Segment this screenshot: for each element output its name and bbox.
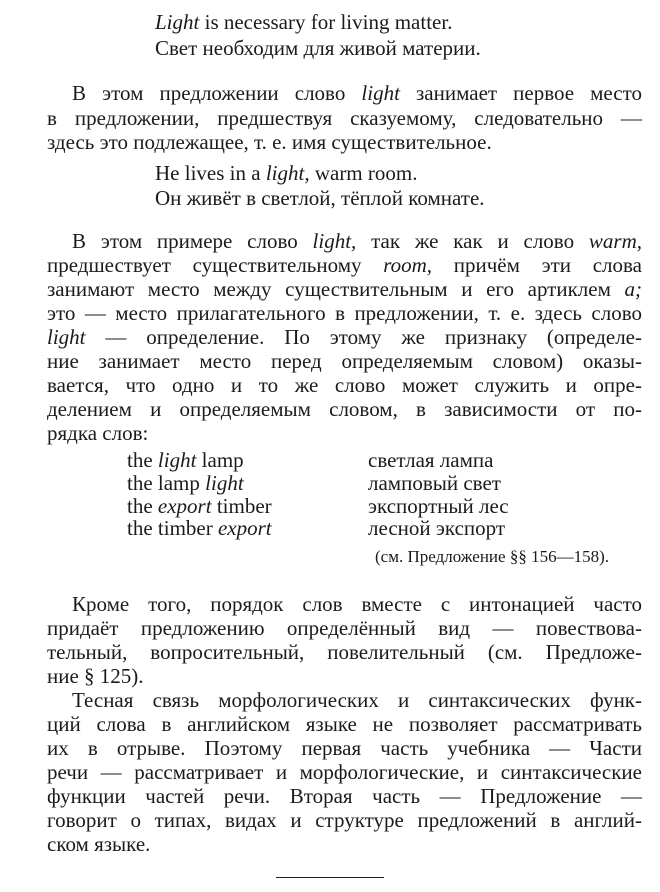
para2-line8: делением и определяемым словом, в зависимости от по- [47,397,642,421]
para1-line3: здесь это подлежащее, т. е. имя существительное. [47,130,492,154]
keyword-light: light [361,81,400,105]
para4-line6: говорит о типах, видах и структуре предложений в англий- [47,808,642,832]
example-row-ru: светлая лампа [368,448,494,472]
end-divider [276,877,384,878]
para2-line9: рядка слов: [47,421,149,445]
para2-line2: предшествует существительному room, причём эти слова [47,253,642,277]
example-row-en: the timber export [127,516,272,540]
para2-line5: light — определение. По этому же признаку (определе- [47,325,642,349]
para2-line1: В этом примере слово light, так же как и слово warm, [72,229,642,253]
example2-english: He lives in a light, warm room. [155,161,418,185]
para2-line6: ние занимает место перед определяемым словом) оказы- [47,349,642,373]
para3-line2: придаёт предложению определённый вид — повествова- [47,616,642,640]
para4-line7: ском языке. [47,832,151,856]
para3-line1: Кроме того, порядок слов вместе с интонацией часто [72,592,642,616]
example-row-en: the lamp light [127,471,244,495]
para4-line2: ций слова в английском языке не позволяет рассматривать [47,712,642,736]
example1-keyword: Light [155,10,200,34]
para2-line4: это — место прилагательного в предложении, т. е. здесь слово [47,301,642,325]
example2-russian: Он живёт в светлой, тёплой комнате. [155,186,485,210]
para2-line3: занимают место между существительным и его артиклем a; [47,277,642,301]
para4-line3: их в отрыве. Поэтому первая часть учебника — Части [47,736,642,760]
para1-line1: В этом предложении слово light занимает первое место [72,81,642,105]
example2-keyword: light, [265,161,310,185]
example-row-ru: ламповый свет [368,471,501,495]
para1-line2: в предложении, предшествуя сказуемому, следовательно — [47,106,642,130]
para4-line4: речи — рассматривает и морфологические, и синтаксические [47,760,642,784]
para3-line3: тельный, вопросительный, повелительный (см. Предложе- [47,640,642,664]
para4-line1: Тесная связь морфологических и синтаксических функ- [72,688,642,712]
example1-english: Light is necessary for living matter. [155,10,453,34]
example-row-ru: лесной экспорт [368,516,506,540]
para3-line4: ние § 125). [47,664,144,688]
example-row-en: the light lamp [127,448,244,472]
example-row-en: the export timber [127,494,272,518]
example-row-ru: экспортный лес [368,494,509,518]
section-reference: (см. Предложение §§ 156—158). [375,547,609,566]
para2-line7: вается, что одно и то же слово может служить и опре- [47,373,642,397]
example1-russian: Свет необходим для живой материи. [155,36,481,60]
para4-line5: функции частей речи. Вторая часть — Предложение — [47,784,642,808]
